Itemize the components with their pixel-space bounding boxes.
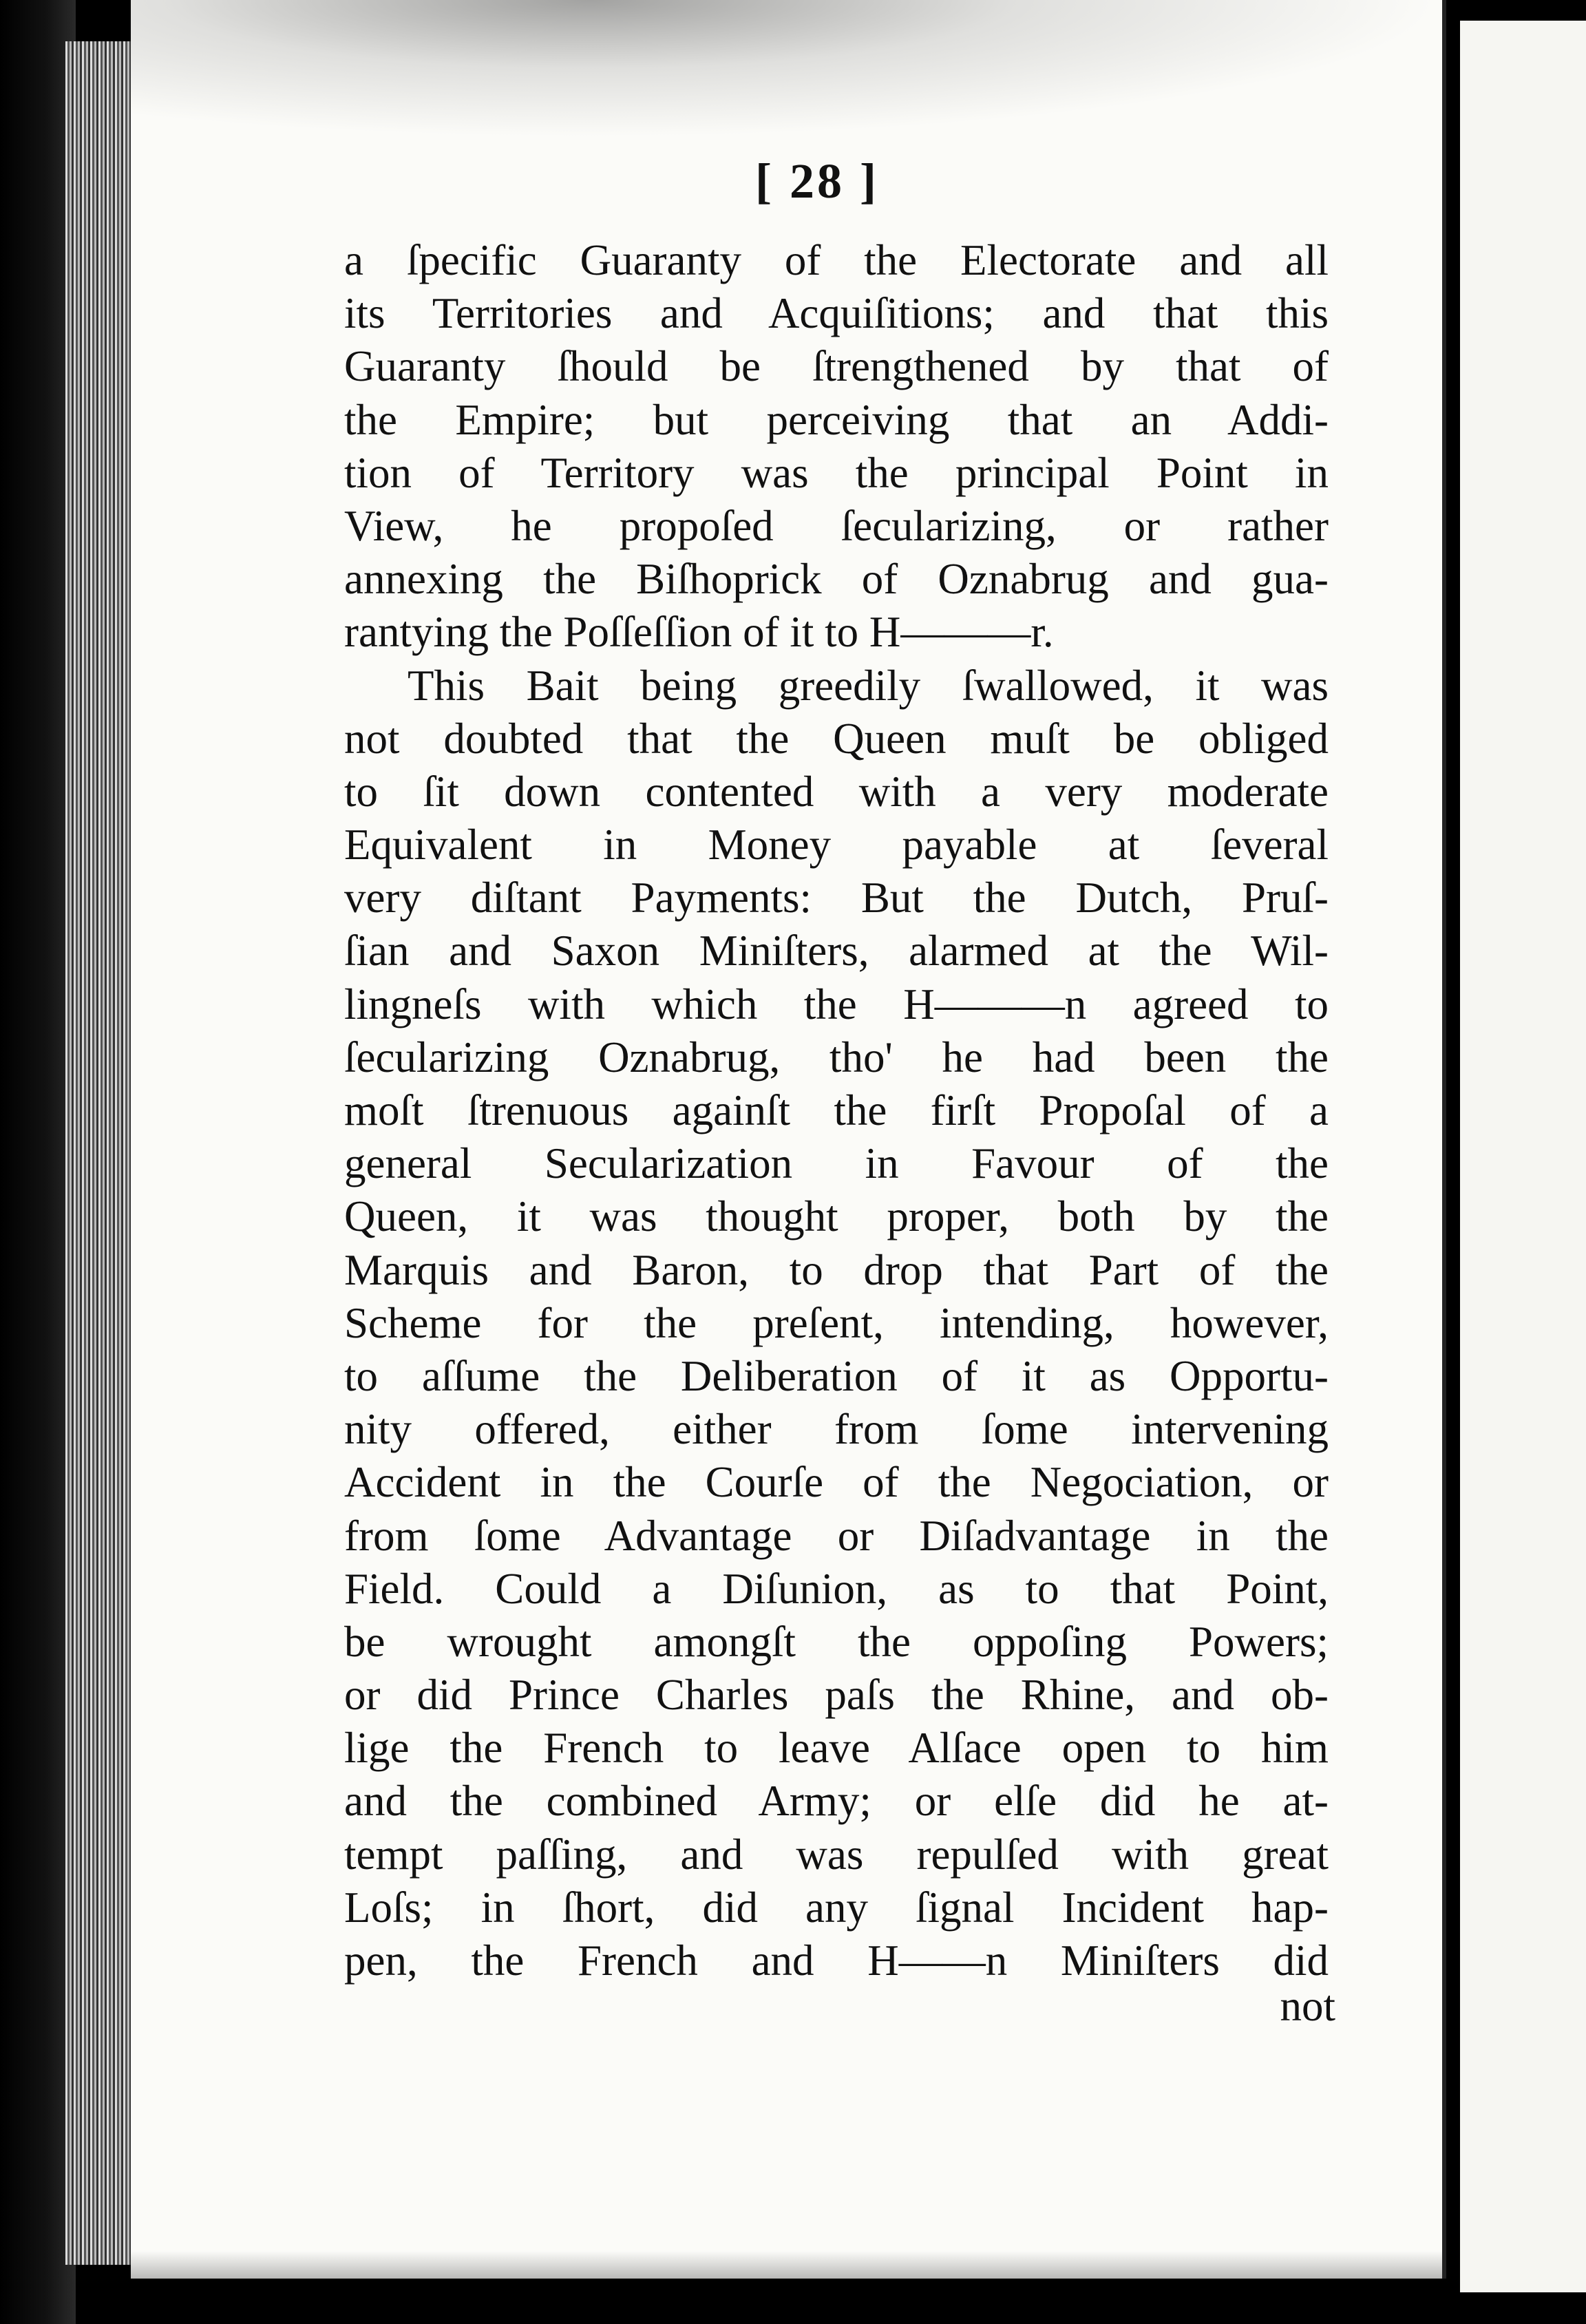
catchword: not	[1280, 1982, 1335, 2030]
text-line: Marquis and Baron, to drop that Part of the	[344, 1245, 1329, 1294]
text-line: ſian and Saxon Miniſters, alarmed at the Wil-	[344, 927, 1329, 975]
text-line: lingneſs with which the H———n agreed to	[344, 980, 1329, 1028]
text-line: View, he propoſed ſecularizing, or rather	[344, 501, 1329, 550]
text-line: tion of Territory was the principal Point in	[344, 448, 1329, 497]
text-line: lige the French to leave Alſace open to him	[344, 1724, 1329, 1773]
text-line: and the combined Army; or elſe did he at-	[344, 1777, 1329, 1826]
text-line: tempt paſſing, and was repulſed with great	[344, 1830, 1329, 1879]
text-line: to ſit down contented with a very moderate	[344, 767, 1329, 816]
text-line: Guaranty ſhould be ſtrengthened by that of	[344, 342, 1329, 391]
text-line: its Territories and Acquiſitions; and that this	[344, 289, 1329, 338]
text-line: be wrought amongſt the oppoſing Powers;	[344, 1617, 1329, 1666]
text-line: Field. Could a Diſunion, as to that Point,	[344, 1564, 1329, 1613]
text-line: Loſs; in ſhort, did any ſignal Incident hap-	[344, 1883, 1329, 1932]
page-bottom-edge	[131, 2251, 1442, 2279]
text-line: ſecularizing Oznabrug, tho' he had been the	[344, 1033, 1329, 1081]
text-line: This Bait being greedily ſwallowed, it was	[408, 661, 1329, 710]
text-line: Equivalent in Money payable at ſeveral	[344, 821, 1329, 869]
text-line: moſt ſtrenuous againſt the firſt Propoſal of a	[344, 1086, 1329, 1134]
text-line: annexing the Biſhoprick of Oznabrug and gua-	[344, 555, 1329, 604]
book-page-edges	[65, 41, 131, 2265]
text-line: a ſpecific Guaranty of the Electorate and all	[344, 236, 1329, 284]
text-line: from ſome Advantage or Diſadvantage in the	[344, 1511, 1329, 1560]
text-line: the Empire; but perceiving that an Addi-	[344, 395, 1329, 444]
text-line: Scheme for the preſent, intending, however,	[344, 1298, 1329, 1347]
next-page-edge	[1460, 21, 1586, 2292]
text-line: very diſtant Payments: But the Dutch, Pruſ-	[344, 874, 1329, 922]
text-line: general Secularization in Favour of the	[344, 1139, 1329, 1188]
text-line: rantying the Poſſeſſion of it to H———r.	[344, 608, 1054, 657]
page-number: [ 28 ]	[755, 154, 879, 209]
body-text	[344, 234, 1329, 1987]
text-line: to aſſume the Deliberation of it as Opportu-	[344, 1351, 1329, 1400]
text-line: not doubted that the Queen muſt be obliged	[344, 714, 1329, 763]
text-line: Accident in the Courſe of the Negociation, or	[344, 1458, 1329, 1507]
gutter-gap	[1446, 0, 1460, 2324]
text-line: pen, the French and H——n Miniſters did	[344, 1936, 1329, 1985]
scan-shadow-left	[0, 0, 76, 2324]
text-line: Queen, it was thought proper, both by the	[344, 1192, 1329, 1241]
page-stain	[131, 0, 1442, 138]
text-line: nity offered, either from ſome intervening	[344, 1405, 1329, 1454]
text-line: or did Prince Charles paſs the Rhine, and ob-	[344, 1671, 1329, 1720]
